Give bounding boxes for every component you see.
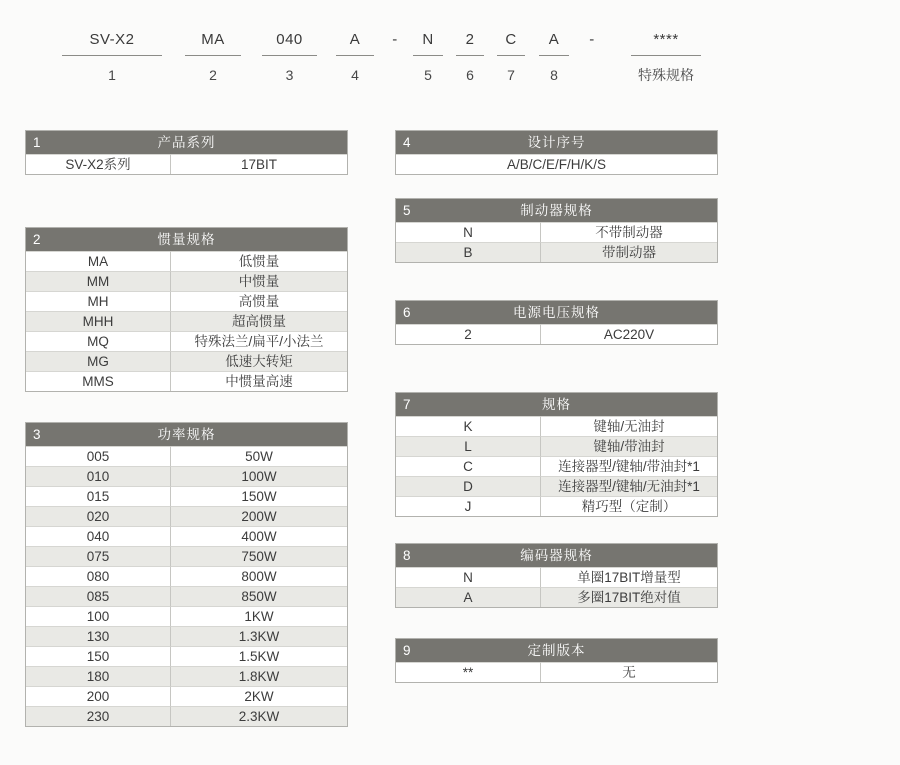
model-code-value: - [392, 31, 398, 48]
table-row [396, 662, 717, 682]
table-header [396, 639, 717, 662]
table-cell-desc: 高惯量 [171, 291, 347, 311]
segment-number: 5 [424, 67, 432, 83]
table-cell-desc: 1.8KW [171, 666, 347, 686]
table-cell-code: ** [396, 662, 541, 682]
table-title: 惯量规格 [157, 232, 216, 247]
table-cell-desc: 800W [171, 566, 347, 586]
table-cell-desc: 连接器型/键轴/带油封*1 [541, 456, 717, 476]
table-row [396, 587, 717, 607]
table-header [396, 301, 717, 324]
table-row [26, 686, 347, 706]
table-number: 4 [403, 135, 411, 150]
model-code-value: A [349, 31, 361, 48]
table-cell-code: 130 [26, 626, 171, 646]
segment-underline [185, 55, 241, 56]
table-cell-desc: 连接器型/键轴/无油封*1 [541, 476, 717, 496]
table-cell-desc: 2KW [171, 686, 347, 706]
table-cell-desc: 1.3KW [171, 626, 347, 646]
table-row [396, 567, 717, 587]
table-row [26, 446, 347, 466]
table-row [396, 154, 717, 174]
table-cell-code: A [396, 587, 541, 607]
table-number: 5 [403, 203, 411, 218]
table-cell-desc: 17BIT [171, 154, 347, 174]
segment-underline [497, 55, 525, 56]
table-number: 7 [403, 397, 411, 412]
table-cell-desc: 单圈17BIT增量型 [541, 567, 717, 587]
table-cell-desc: AC220V [541, 324, 717, 344]
segment-number [590, 65, 594, 85]
table-row [396, 242, 717, 262]
model-code-value: 040 [276, 31, 303, 48]
table-cell-desc: 200W [171, 506, 347, 526]
table-row [26, 706, 347, 726]
segment-number: 1 [108, 67, 116, 83]
table-cell-code: MA [26, 251, 171, 271]
table-9 [395, 638, 718, 683]
table-cell-desc: 750W [171, 546, 347, 566]
model-code-segment [413, 28, 443, 85]
model-code-segment [262, 28, 317, 85]
table-cell-desc: 2.3KW [171, 706, 347, 726]
model-code-segment [631, 28, 701, 85]
segment-number: 2 [209, 67, 217, 83]
table-cell-code: 230 [26, 706, 171, 726]
table-row [26, 586, 347, 606]
table-cell-desc: 低速大转矩 [171, 351, 347, 371]
table-title: 电源电压规格 [513, 305, 600, 320]
table-row [26, 154, 347, 174]
table-cell-code: 040 [26, 526, 171, 546]
table-cell-code: L [396, 436, 541, 456]
model-code-value: A [548, 31, 560, 48]
table-header [396, 544, 717, 567]
table-header [26, 131, 347, 154]
table-number: 1 [33, 135, 41, 150]
table-1 [25, 130, 348, 175]
model-code-row [0, 28, 701, 85]
segment-underline [336, 55, 374, 56]
segment-underline [62, 55, 162, 56]
table-cell-code: MG [26, 351, 171, 371]
table-cell: A/B/C/E/F/H/K/S [396, 154, 717, 174]
segment-underline [456, 55, 484, 56]
segment-underline [413, 55, 443, 56]
table-number: 6 [403, 305, 411, 320]
table-cell-code: 075 [26, 546, 171, 566]
table-cell-code: 085 [26, 586, 171, 606]
table-row [26, 466, 347, 486]
table-cell-code: J [396, 496, 541, 516]
table-cell-desc: 带制动器 [541, 242, 717, 262]
table-cell-desc: 低惯量 [171, 251, 347, 271]
table-cell-code: N [396, 567, 541, 587]
table-row [26, 311, 347, 331]
table-cell-code: 005 [26, 446, 171, 466]
table-cell-code: 180 [26, 666, 171, 686]
segment-number: 特殊规格 [638, 67, 694, 83]
table-title: 制动器规格 [520, 203, 593, 218]
table-cell-desc: 100W [171, 466, 347, 486]
table-title: 功率规格 [157, 427, 216, 442]
table-7 [395, 392, 718, 517]
table-cell-code: SV-X2系列 [26, 154, 171, 174]
table-title: 产品系列 [157, 135, 216, 150]
table-cell-code: 080 [26, 566, 171, 586]
table-cell-code: MMS [26, 371, 171, 391]
table-cell-desc: 键轴/无油封 [541, 416, 717, 436]
table-cell-code: N [396, 222, 541, 242]
table-cell-desc: 中惯量 [171, 271, 347, 291]
model-code-value: SV-X2 [89, 31, 135, 48]
table-6 [395, 300, 718, 345]
table-cell-code: K [396, 416, 541, 436]
table-row [26, 486, 347, 506]
model-code-value: **** [653, 31, 679, 48]
table-row [396, 436, 717, 456]
table-cell-code: 015 [26, 486, 171, 506]
model-code-segment [62, 28, 162, 85]
table-cell-desc: 不带制动器 [541, 222, 717, 242]
segment-number: 8 [550, 67, 558, 83]
table-cell-desc: 键轴/带油封 [541, 436, 717, 456]
table-row [26, 666, 347, 686]
segment-number: 3 [285, 67, 294, 83]
table-row [26, 506, 347, 526]
table-row [396, 222, 717, 242]
segment-number: 6 [466, 67, 474, 83]
table-cell-desc: 中惯量高速 [171, 371, 347, 391]
table-row [396, 324, 717, 344]
table-8 [395, 543, 718, 608]
table-cell-desc: 400W [171, 526, 347, 546]
table-cell-desc: 无 [541, 662, 717, 682]
table-header [26, 423, 347, 446]
table-cell-desc: 150W [171, 486, 347, 506]
table-row [26, 606, 347, 626]
table-row [26, 526, 347, 546]
table-header [396, 393, 717, 416]
model-code-value: - [589, 31, 595, 48]
table-row [396, 476, 717, 496]
table-cell-code: B [396, 242, 541, 262]
model-code-segment [456, 28, 484, 85]
table-number: 2 [33, 232, 41, 247]
table-2 [25, 227, 348, 392]
table-cell-code: D [396, 476, 541, 496]
table-3 [25, 422, 348, 727]
table-cell-code: C [396, 456, 541, 476]
table-row [26, 546, 347, 566]
table-title: 规格 [542, 397, 571, 412]
segment-number [393, 65, 397, 85]
table-row [26, 251, 347, 271]
model-code-separator [585, 28, 599, 85]
table-title: 定制版本 [527, 643, 586, 658]
table-row [26, 351, 347, 371]
table-cell-desc: 特殊法兰/扁平/小法兰 [171, 331, 347, 351]
table-cell-desc: 精巧型（定制） [541, 496, 717, 516]
segment-number: 4 [351, 67, 359, 83]
table-header [26, 228, 347, 251]
table-row [26, 371, 347, 391]
model-code-separator [389, 28, 401, 85]
table-header [396, 199, 717, 222]
model-code-value: C [505, 31, 517, 48]
table-row [26, 566, 347, 586]
table-number: 3 [33, 427, 41, 442]
table-cell-desc: 850W [171, 586, 347, 606]
table-row [396, 456, 717, 476]
table-number: 8 [403, 548, 411, 563]
table-cell-code: 020 [26, 506, 171, 526]
model-code-segment [185, 28, 241, 85]
table-cell-code: 2 [396, 324, 541, 344]
table-number: 9 [403, 643, 411, 658]
table-cell-code: MQ [26, 331, 171, 351]
table-row [396, 496, 717, 516]
model-code-value: 2 [465, 31, 475, 48]
table-row [26, 646, 347, 666]
table-row [26, 291, 347, 311]
table-row [26, 626, 347, 646]
segment-underline [539, 55, 569, 56]
table-4 [395, 130, 718, 175]
table-title: 设计序号 [527, 135, 586, 150]
table-cell-code: 100 [26, 606, 171, 626]
table-cell-desc: 1KW [171, 606, 347, 626]
table-cell-desc: 超高惯量 [171, 311, 347, 331]
table-row [396, 416, 717, 436]
table-row [26, 331, 347, 351]
table-title: 编码器规格 [520, 548, 593, 563]
table-cell-code: MM [26, 271, 171, 291]
table-cell-desc: 50W [171, 446, 347, 466]
segment-underline [262, 55, 317, 56]
table-cell-desc: 1.5KW [171, 646, 347, 666]
table-cell-desc: 多圈17BIT绝对值 [541, 587, 717, 607]
segment-number: 7 [507, 67, 515, 83]
model-code-segment [497, 28, 525, 85]
table-row [26, 271, 347, 291]
model-code-segment [539, 28, 569, 85]
model-code-value: N [422, 31, 434, 48]
model-code-value: MA [201, 31, 225, 48]
table-cell-code: MHH [26, 311, 171, 331]
table-header [396, 131, 717, 154]
table-cell-code: 150 [26, 646, 171, 666]
table-cell-code: 200 [26, 686, 171, 706]
model-code-segment [336, 28, 374, 85]
table-5 [395, 198, 718, 263]
segment-underline [631, 55, 701, 56]
table-cell-code: 010 [26, 466, 171, 486]
table-cell-code: MH [26, 291, 171, 311]
left-column [25, 130, 348, 727]
right-column [395, 130, 718, 683]
